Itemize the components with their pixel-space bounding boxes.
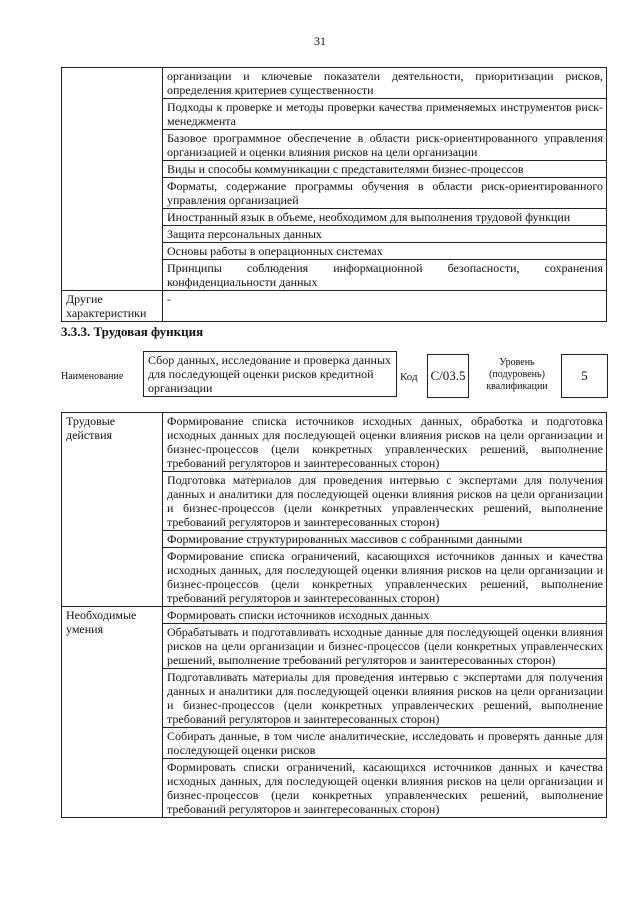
table-row <box>62 607 607 624</box>
code-label: Код <box>400 371 418 383</box>
other-characteristics-label: Другие характеристики <box>62 291 163 322</box>
skills-label: Необходимые умения <box>62 607 163 818</box>
knowledge-table <box>61 67 607 322</box>
level-label: Уровень (подуровень) квалификации <box>486 357 548 392</box>
skill-cell: Подготавливать материалы для проведения интервью с экспертами для получения данных и аналитики для последующей оценки влияния рисков на цели организации и бизнес-процессов (цели конкретных управленческих решений, выполнение требований регуляторов и заинтересованных сторон) <box>163 669 607 728</box>
table-cell: организации и ключевые показатели деятельности, приоритизации рисков, определения критериев существенности <box>163 68 607 99</box>
name-label: Наименование <box>61 371 124 382</box>
action-cell: Подготовка материалов для проведения интервью с экспертами для получения данных и аналитики для последующей оценки влияния рисков на цели организации и бизнес-процессов (цели конкретных управленческих решений, выполнение требований регуляторов и заинтересованных сторон) <box>163 472 607 531</box>
table-cell: Иностранный язык в объеме, необходимом для выполнения трудовой функции <box>163 209 607 226</box>
other-characteristics-value: - <box>163 291 607 322</box>
page-number: 31 <box>314 34 326 48</box>
table-cell: Принципы соблюдения информационной безопасности, сохранения конфиденциальности данных <box>163 260 607 291</box>
code-box: C/03.5 <box>427 354 469 398</box>
function-table <box>61 412 607 818</box>
table-cell: Защита персональных данных <box>163 226 607 243</box>
skill-cell: Обрабатывать и подготавливать исходные данные для последующей оценки влияния рисков на цели организации и бизнес-процессов (цели конкретных управленческих решений, выполнение требований регуляторов и заинтересованных сторон) <box>163 624 607 669</box>
action-cell: Формирование списка ограничений, касающихся источников данных и качества исходных данных, для последующей оценки влияния рисков на цели организации и бизнес-процессов (цели конкретных управленческих решений, выполнение требований регуляторов и заинтересованных сторон) <box>163 548 607 607</box>
actions-label: Трудовые действия <box>62 413 163 607</box>
function-name-box: Сбор данных, исследование и проверка данных для последующей оценки рисков кредитной организации <box>143 351 397 397</box>
table-cell: Основы работы в операционных системах <box>163 243 607 260</box>
table-row <box>62 68 607 99</box>
section-title: 3.3.3. Трудовая функция <box>61 324 204 339</box>
skill-cell: Формировать списки источников исходных данных <box>163 607 607 624</box>
row-label-empty <box>62 68 163 291</box>
skill-cell: Формировать списки ограничений, касающихся источников данных и качества исходных данных, для последующей оценки влияния рисков на цели организации и бизнес-процессов (цели конкретных управленческих решений, выполнение требований регуляторов и заинтересованных сторон) <box>163 759 607 818</box>
table-cell: Виды и способы коммуникации с представителями бизнес-процессов <box>163 161 607 178</box>
function-header <box>61 350 607 404</box>
action-cell: Формирование структурированных массивов с собранными данными <box>163 531 607 548</box>
table-cell: Подходы к проверке и методы проверки качества применяемых инструментов риск-менеджмента <box>163 99 607 130</box>
skill-cell: Собирать данные, в том числе аналитические, исследовать и проверять данные для последующей оценки рисков <box>163 728 607 759</box>
action-cell: Формирование списка источников исходных данных, обработка и подготовка исходных данных для последующей оценки влияния рисков на цели организации и бизнес-процессов (цели конкретных управленческих решений, выполнение требований регуляторов и заинтересованных сторон) <box>163 413 607 472</box>
level-box: 5 <box>561 354 608 398</box>
table-row <box>62 413 607 472</box>
table-row <box>62 291 607 322</box>
table-cell: Форматы, содержание программы обучения в области риск-ориентированного управления организацией <box>163 178 607 209</box>
table-cell: Базовое программное обеспечение в области риск-ориентированного управления организацией и оценки влияния рисков на цели организации <box>163 130 607 161</box>
